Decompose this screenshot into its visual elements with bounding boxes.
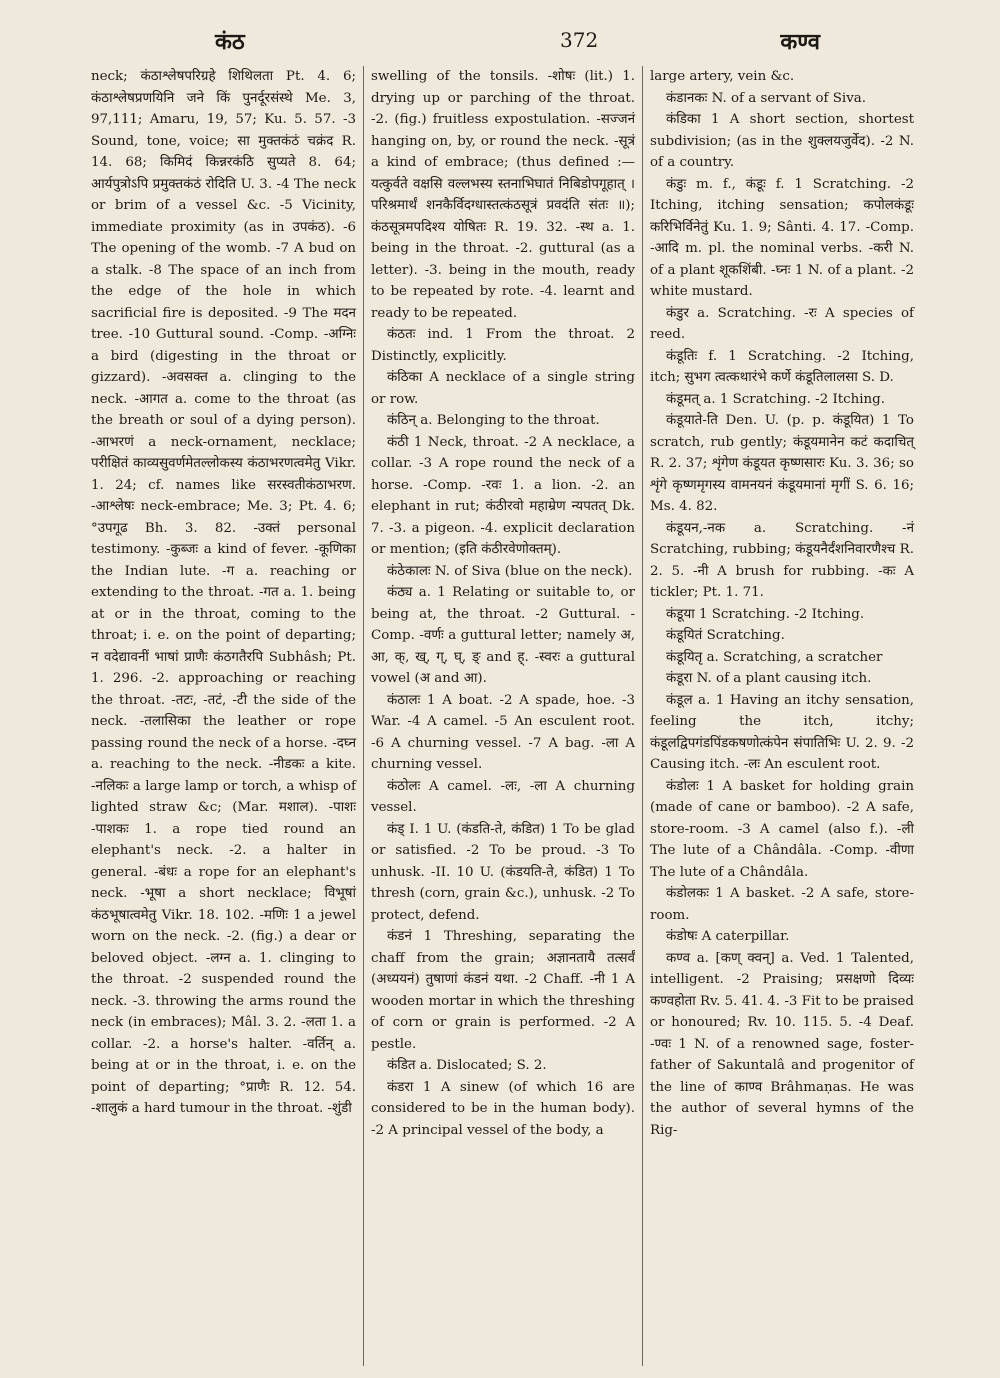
dictionary-entry: large artery, vein &c.: [650, 69, 795, 84]
column-2: [363, 66, 642, 1366]
dictionary-entry: कंडोलः 1 A basket for holding grain (made of cane or bamboo). -2 A safe, store-room. -3 A camel (also f.). -ली The lute of a Chândâla. -Comp. -वीणा The lute of a Chândâla.: [650, 778, 914, 880]
dictionary-entry: neck; कंठाश्लेषपरिग्रहे शिथिलता Pt. 4. 6; कंठाश्लेषप्रणयिनि जने किं पुनर्दूरसंस्थे Me. 3, 97,111; Amaru, 19, 57; Ku. 5. 57. -3 Sound, tone, voice; सा मुक्तकंठं चक्रंद R. 14. 68; किमिदं किन्नरकंठि सुप्यते 8. 64; आर्यपुत्रोऽपि प्रमुक्तकंठं रोदिति U. 3. -4 The neck or brim of a vessel &c. -5 Vicinity, immediate proximity (as in उपकंठ). -6 The opening of the womb. -7 A bud on a stalk. -8 The space of an inch from the edge of the hole in which sacrificial fire is deposited. -9 The मदन tree. -10 Guttural sound. -Comp. -अग्निः a bird (digesting in the throat or gizzard). -अवसक्त a. clinging to the neck. -आगत a. come to the throat (as the breath or soul of a dying person). -आभरणं a neck-ornament, necklace; परीक्षितं काव्यसुवर्णमेतल्लोकस्य कंठाभरणत्वमेतु Vikr. 1. 24; cf. names like सरस्वतीकंठाभरण. -आश्लेषः neck-embrace; Me. 3; Pt. 4. 6; °उपगूढ Bh. 3. 82. -उक्तं personal testimony. -कुब्जः a kind of fever. -कूणिका the Indian lute. -ग a. reaching or extending to the throat. -गत a. 1. being at or in the throat, coming to the throat; i. e. on the point of departing; न वदेद्यावनीं भाषां प्राणैः कंठगतैरपि Subhâsh; Pt. 1. 296. -2. approaching or reaching the throat. -तटः, -तटं, -टी the side of the neck. -तलासिका the leather or rope passing round the neck of a horse. -दघ्न a. reaching to the neck. -नीडकः a kite. -नलिकः a large lamp or torch, a whisp of lighted straw &c; (Mar. मशाल). -पाशः -पाशकः 1. a rope tied round an elephant's neck. -2. a halter in general. -बंधः a rope for an elephant's neck. -भूषा a short necklace; विभूषां कंठभूषात्वमेतु Vikr. 18. 102. -मणिः 1 a jewel worn on the neck. -2. (fig.) a dear or beloved object. -लग्न a. 1. clinging to the throat. -2 suspended round the neck. -3. throwing the arms round the neck (in embraces); Mâl. 3. 2. -लता 1. a collar. -2. a horse's halter. -वर्तिन् a. being at or in the throat, i. e. on the point of departing; °प्राणैः R. 12. 54. -शालुकं a hard tumour in the throat. -शुंडी: [91, 69, 356, 1116]
dictionary-entry: कंडरा 1 A sinew (of which 16 are considered to be in the human body). -2 A principal vessel of the body, a: [371, 1079, 635, 1138]
dictionary-entry: कंडूल a. 1 Having an itchy sensation, feeling the itch, itchy; कंडूलद्विपगंडपिंडकषणोत्कंपेन संपातिभिः U. 2. 9. -2 Causing itch. -लः An esculent root.: [650, 692, 914, 772]
page-number: 372: [560, 28, 599, 52]
dictionary-entry: कंडोषः A caterpillar.: [666, 929, 790, 944]
running-head: [70, 22, 940, 62]
dictionary-entry: कंडूमत् a. 1 Scratching. -2 Itching.: [666, 391, 886, 407]
dictionary-entry: कंठी 1 Neck, throat. -2 A necklace, a collar. -3 A rope round the neck of a horse. -Comp. -रवः 1. a lion. -2. an elephant in rut; कंठीरवो महाम्रेण न्यपतत् Dk. 7. -3. a pigeon. -4. explicit declaration or mention; (इति कंठीरवेणोक्तम्).: [371, 434, 635, 557]
dictionary-entry: कण्व a. [कण् क्वन्] a. Ved. 1 Talented, intelligent. -2 Praising; प्रसक्षणो दिव्यः कण्वहोता Rv. 5. 41. 4. -3 Fit to be praised or honoured; Rv. 10. 115. 5. -4 Deaf. -ण्वः 1 N. of a renowned sage, foster-father of Sakuntalâ and progenitor of the line of काण्व Brâhmaṇas. He was the author of several hymns of the Rig-: [650, 950, 914, 1138]
dictionary-entry: कंडोलकः 1 A basket. -2 A safe, store-room.: [650, 886, 914, 923]
dictionary-entry: कंडानकः N. of a servant of Siva.: [666, 90, 867, 106]
dictionary-entry: कंड् I. 1 U. (कंडति-ते, कंडित) 1 To be glad or satisfied. -2 To be proud. -3 To unhusk. -II. 10 U. (कंडयति-ते, कंडित) 1 To thresh (corn, grain &c.), unhusk. -2 To protect, defend.: [371, 821, 635, 923]
dictionary-entry: कंडुर a. Scratching. -रः A species of reed.: [650, 305, 914, 342]
dictionary-entry: कंडूयितृ a. Scratching, a scratcher: [666, 649, 883, 665]
dictionary-entry: कंडूतिः f. 1 Scratching. -2 Itching, itch; सुभग त्वत्कथारंभे कर्णे कंडूतिलालसा S. D.: [650, 348, 914, 385]
dictionary-entry: कंडूयितं Scratching.: [666, 628, 785, 643]
column-3: [642, 66, 921, 1366]
dictionary-entry: कंठेकालः N. of Siva (blue on the neck).: [387, 563, 633, 579]
columns: [84, 66, 944, 1366]
dictionary-entry: कंडूयाते-ति Den. U. (p. p. कंडूयित) 1 To scratch, rub gently; कंडूयमानेन कटं कदाचित् R. 2. 37; शृंगेण कंडूयत कृष्णसारः Ku. 3. 36; so शृंगे कृष्णमृगस्य वामनयनं कंडूयमानां मृगीं S. 6. 16; Ms. 4. 82.: [650, 413, 914, 514]
column-1: [84, 66, 363, 1366]
dictionary-entry: कंडूरा N. of a plant causing itch.: [666, 671, 872, 686]
dictionary-entry: कंडूया 1 Scratching. -2 Itching.: [666, 606, 865, 622]
dictionary-entry: कंठ्य a. 1 Relating or suitable to, or being at, the throat. -2 Guttural. -Comp. -वर्णः a guttural letter; namely अ, आ, क्, ख्, ग्, घ्, ङ् and ह्. -स्वरः a guttural vowel (अ and आ).: [371, 585, 635, 686]
dictionary-entry: कंठालः 1 A boat. -2 A spade, hoe. -3 War. -4 A camel. -5 An esculent root. -6 A churning vessel. -7 A bag. -ला A churning vessel.: [371, 692, 635, 772]
dictionary-entry: कंठिन् a. Belonging to the throat.: [387, 413, 600, 428]
dictionary-entry: कंठिका A necklace of a single string or row.: [371, 370, 635, 407]
dictionary-entry: कंडूयन,-नक a. Scratching. -नं Scratching, rubbing; कंडूयनैर्दंशनिवारणैश्च R. 2. 5. -नी A brush for rubbing. -कः A tickler; Pt. 1. 71.: [650, 520, 914, 600]
dictionary-entry: कंडित a. Dislocated; S. 2.: [387, 1058, 547, 1073]
left-guide-word: कंठ: [215, 29, 245, 55]
dictionary-entry: कंडनं 1 Threshing, separating the chaff from the grain; अज्ञानतायै तत्सर्वं (अध्ययनं) तुषाणां कंडनं यथा. -2 Chaff. -नी 1 A wooden mortar in which the threshing of corn or grain is performed. -2 A pestle.: [371, 929, 635, 1052]
right-guide-word: कण्व: [780, 29, 820, 55]
dictionary-entry: कंडुः m. f., कंडूः f. 1 Scratching. -2 Itching, itching sensation; कपोलकंडूः करिभिर्विनेतुं Ku. 1. 9; Sânti. 4. 17. -Comp. -आदि m. pl. the nominal verbs. -करी N. of a plant शूकशिंबी. -घ्नः 1 N. of a plant. -2 white mustard.: [650, 176, 914, 299]
dictionary-entry: swelling of the tonsils. -शोषः (lit.) 1. drying up or parching of the throat. -2. (fig.) fruitless expostulation. -सज्जनं hanging on, by, or round the neck. -सूत्रं a kind of embrace; (thus defined :— यत्कुर्वते वक्षसि वल्लभस्य स्तनाभिघातं निबिडोपगूहात् । परिश्रमार्थं शनकैर्विदग्धास्तत्कंठसूत्रं प्रवदंति संतः ॥); कंठसूत्रमपदिश्य योषितः R. 19. 32. -स्थ a. 1. being in the throat. -2. guttural (as a letter). -3. being in the mouth, ready to be repeated by rote. -4. learnt and ready to be repeated.: [371, 69, 635, 321]
dictionary-entry: कंठतः ind. 1 From the throat. 2 Distinctly, explicitly.: [371, 327, 635, 364]
dictionary-entry: कंडिका 1 A short section, shortest subdivision; (as in the शुक्लयजुर्वेद). -2 N. of a country.: [650, 112, 914, 170]
dictionary-entry: कंठोलः A camel. -लः, -ला A churning vessel.: [371, 778, 635, 815]
